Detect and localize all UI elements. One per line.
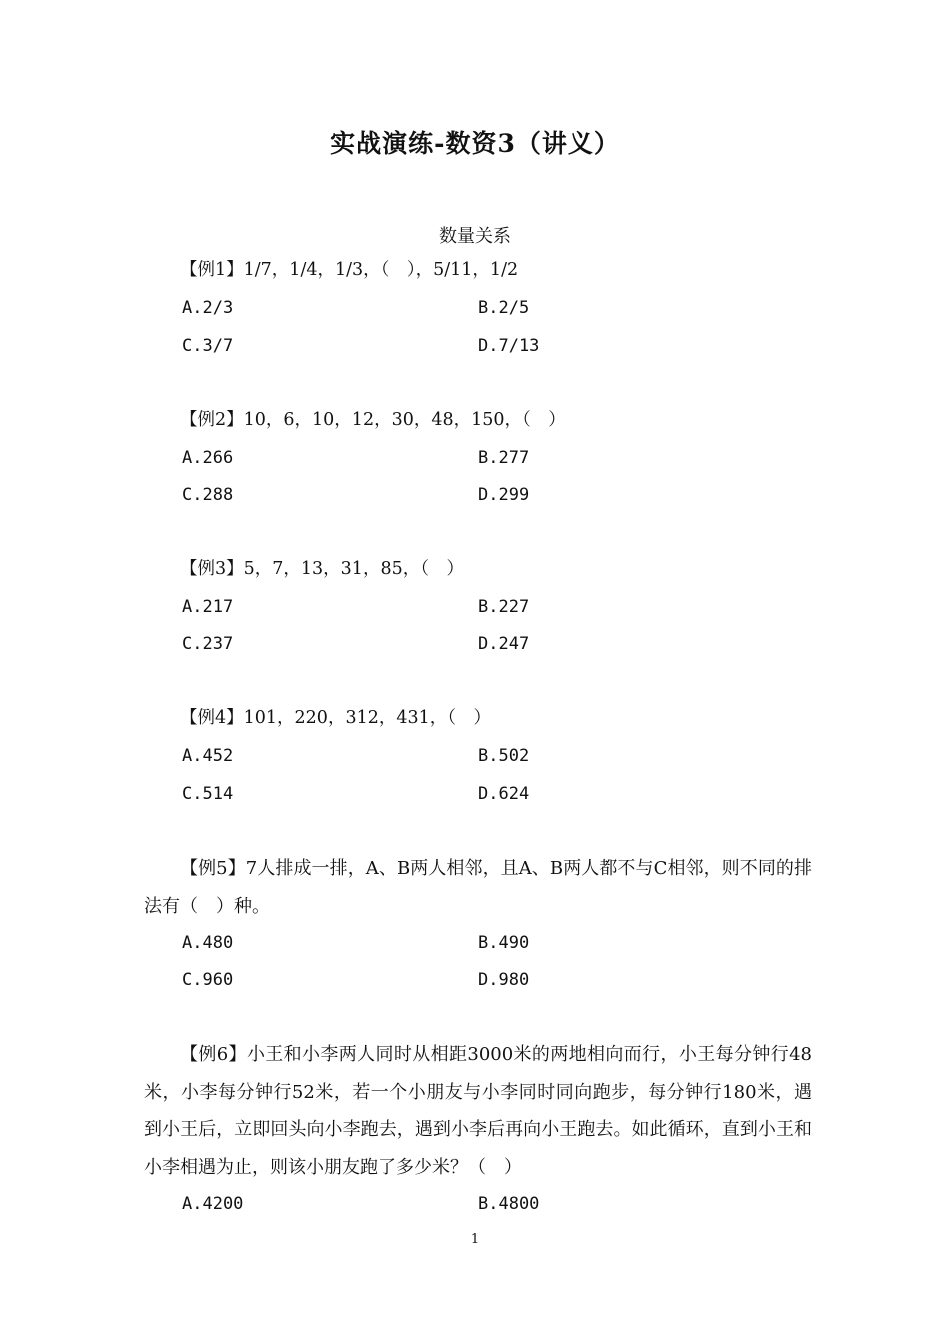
question-text: 101，220，312，431，（ ） bbox=[243, 708, 491, 728]
example-5-question bbox=[144, 850, 812, 925]
example-4-option-b: B.502 bbox=[478, 746, 530, 766]
example-label: 【例5】 bbox=[180, 858, 246, 879]
question-text: 7人排成一排，A、B两人相邻，且A、B两人都不与C相邻，则不同的排法有（ ）种。 bbox=[144, 858, 812, 917]
example-6-option-b: B.4800 bbox=[478, 1194, 540, 1214]
example-label: 【例3】 bbox=[180, 559, 244, 579]
example-2-option-b: B.277 bbox=[478, 448, 530, 468]
example-5-option-d: D.980 bbox=[478, 970, 530, 990]
example-5-option-a: A.480 bbox=[182, 933, 234, 953]
example-4-option-c: C.514 bbox=[182, 784, 234, 804]
example-1-question bbox=[180, 259, 518, 281]
example-4-option-d: D.624 bbox=[478, 784, 530, 804]
question-text: 1/7，1/4，1/3，（ ），5/11，1/2 bbox=[243, 260, 519, 280]
example-1-option-a: A.2/3 bbox=[182, 298, 234, 318]
example-5-option-b: B.490 bbox=[478, 933, 530, 953]
example-2-question bbox=[180, 409, 566, 431]
example-3-option-b: B.227 bbox=[478, 597, 530, 617]
question-text: 5，7，13，31，85，（ ） bbox=[243, 559, 464, 579]
example-6-option-a: A.4200 bbox=[182, 1194, 244, 1214]
example-3-option-c: C.237 bbox=[182, 634, 234, 654]
example-label: 【例2】 bbox=[180, 410, 244, 430]
example-1-option-d: D.7/13 bbox=[478, 336, 540, 356]
example-1-option-c: C.3/7 bbox=[182, 336, 234, 356]
example-4-option-a: A.452 bbox=[182, 746, 234, 766]
example-6-question bbox=[144, 1036, 812, 1186]
example-4-question bbox=[180, 707, 491, 729]
question-text: 小王和小李两人同时从相距3000米的两地相向而行，小王每分钟行48米，小李每分钟行52米，若一个小朋友与小李同时同向跑步，每分钟行180米，遇到小王后，立即回头向小李跑去，遇到小李后再向小王跑去。如此循环，直到小王和小李相遇为止，则该小朋友跑了多少米？（ ） bbox=[144, 1044, 812, 1178]
example-2-option-c: C.288 bbox=[182, 485, 234, 505]
example-3-question bbox=[180, 558, 464, 580]
example-label: 【例6】 bbox=[180, 1044, 247, 1065]
question-text: 10，6，10，12，30，48，150，（ ） bbox=[243, 410, 566, 430]
example-2-option-d: D.299 bbox=[478, 485, 530, 505]
page-number: 1 bbox=[470, 1232, 480, 1247]
example-2-option-a: A.266 bbox=[182, 448, 234, 468]
section-heading: 数量关系 bbox=[439, 226, 511, 247]
example-3-option-a: A.217 bbox=[182, 597, 234, 617]
document-title: 实战演练-数资3（讲义） bbox=[330, 129, 620, 158]
example-1-option-b: B.2/5 bbox=[478, 298, 530, 318]
example-3-option-d: D.247 bbox=[478, 634, 530, 654]
example-label: 【例1】 bbox=[180, 260, 244, 280]
example-label: 【例4】 bbox=[180, 708, 244, 728]
example-5-option-c: C.960 bbox=[182, 970, 234, 990]
